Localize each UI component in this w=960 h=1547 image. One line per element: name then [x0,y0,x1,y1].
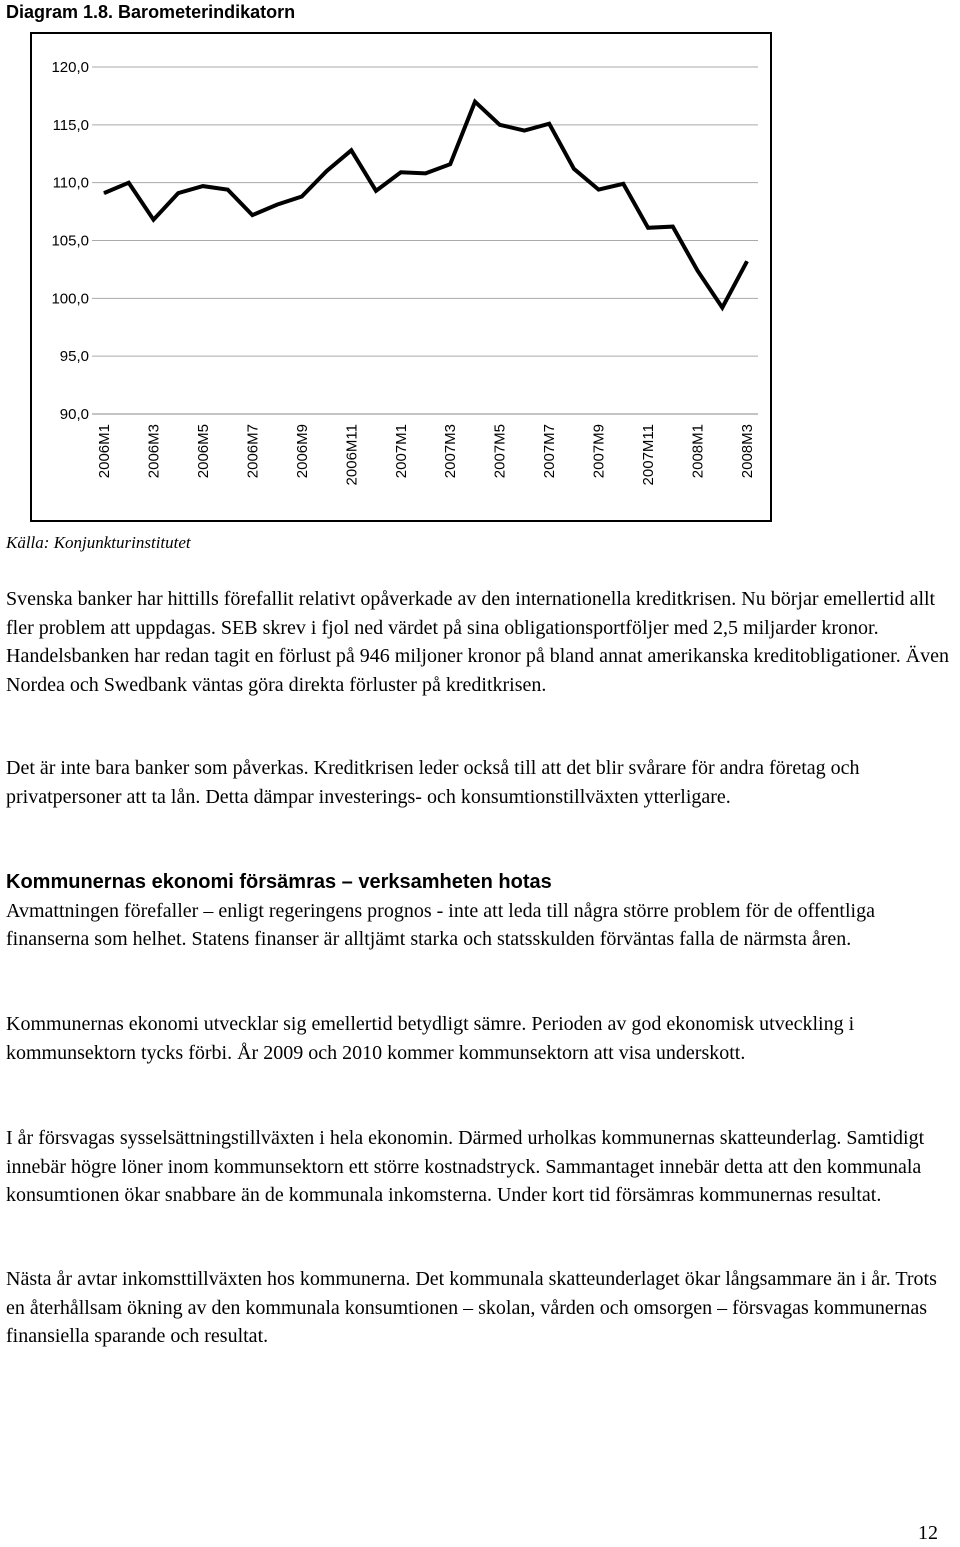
y-tick-label: 105,0 [51,232,89,250]
x-tick-label: 2008M1 [689,424,707,479]
x-tick-label: 2007M7 [541,424,559,479]
data-point [202,186,203,187]
x-tick-label: 2007M5 [491,424,509,479]
x-tick-label: 2006M1 [96,424,113,479]
paragraph-text: Svenska banker har hittills förefallit relativt opåverkade av den internationella kreditkrisen. Nu börjar emellertid allt fler problem att uppdagas. SEB skrev i fjol ned värdet på sina obligationsportföljer med 2,5 miljarder kronor. Handelsbanken har redan tagit en förlust på 946 miljoner kronor på bland annat amerikanska kreditobligationer. Även Nordea och Swedbank väntas göra direkta förluster på kreditkrisen. [6,588,950,696]
data-point [474,101,475,102]
x-tick-label: 2007M11 [640,424,658,486]
paragraph-text: Avmattningen förefaller – enligt regeringens prognos - inte att leda till några större problem för de offentliga finanserna som helhet. Statens finanser är alltjämt starka och statsskulden förväntas falla de närmsta åren. [6,899,875,950]
data-point [549,123,550,124]
data-point [672,226,673,227]
series-line [104,102,747,308]
data-point [351,150,352,151]
page-number: 12 [918,1522,938,1544]
paragraph-banks [6,585,952,699]
data-point [153,219,154,220]
section-heading: Kommunernas ekonomi försämras – verksamheten hotas [6,871,552,893]
paragraph-text: Kommunernas ekonomi utvecklar sig emellertid betydligt sämre. Perioden av god ekonomisk utveckling i kommunsektorn tycks förbi. År 2009 och 2010 kommer kommunsektorn att visa underskott. [6,1013,855,1064]
paragraph-credit-crisis [6,754,952,811]
x-tick-label: 2008M3 [739,424,756,479]
y-tick-label: 95,0 [59,348,89,366]
data-point [376,190,377,191]
data-point [623,183,624,184]
data-point [697,270,698,271]
data-point [425,173,426,174]
y-tick-label: 120,0 [51,59,89,76]
x-tick-label: 2006M5 [194,424,212,479]
data-point [573,168,574,169]
data-point [326,171,327,172]
line-chart [32,34,770,520]
x-tick-label: 2007M1 [392,424,410,479]
paragraph-text: I år försvagas sysselsättningstillväxten i hela ekonomin. Därmed urholkas kommunernas skatteunderlag. Samtidigt innebär högre löner inom kommunsektorn ett större kostnadstryck. Sammantaget innebär detta att den kommunala konsumtionen ökar snabbare än de kommunala inkomsterna. Under kort tid försämras kommunernas resultat. [6,1127,925,1206]
data-point [722,307,723,308]
paragraph-employment [6,1124,952,1210]
paragraph-text: Det är inte bara banker som påverkas. Kreditkrisen leder också till att det blir svårare för andra företag och privatpersoner att ta lån. Detta dämpar investerings- och konsumtionstillväxten ytterligare. [6,757,860,808]
x-tick-label: 2006M3 [145,424,163,479]
paragraph-text: Nästa år avtar inkomsttillväxten hos kommunerna. Det kommunala skatteunderlaget ökar långsammare än i år. Trots en återhållsam ökning av den kommunala konsumtionen – skolan, vården och omsorgen – försvagas kommunernas finansiella sparande och resultat. [6,1268,937,1347]
section-municipal [6,868,952,954]
data-point [524,130,525,131]
chart-source: Källa: Konjunkturinstitutet [6,533,191,552]
x-tick-label: 2007M3 [442,424,460,479]
y-tick-label: 100,0 [51,290,89,308]
data-point [301,196,302,197]
data-point [747,261,748,262]
data-point [128,182,129,183]
data-point [277,204,278,205]
x-tick-label: 2007M9 [590,424,608,479]
x-tick-label: 2006M11 [343,424,361,486]
data-point [499,124,500,125]
data-point [598,189,599,190]
y-tick-label: 115,0 [52,116,89,134]
paragraph-municipal-economy [6,1010,952,1067]
data-point [400,172,401,173]
data-point [227,189,228,190]
data-point [178,193,179,194]
x-tick-label: 2006M7 [244,424,262,479]
y-tick-label: 110,0 [52,174,89,192]
data-point [450,164,451,165]
data-point [648,227,649,228]
diagram-title: Diagram 1.8. Barometerindikatorn [6,2,296,22]
data-point [104,193,105,194]
x-tick-label: 2006M9 [293,424,311,479]
paragraph-next-year [6,1265,952,1351]
chart-frame [30,32,772,522]
y-tick-label: 90,0 [59,406,89,423]
data-point [252,215,253,216]
